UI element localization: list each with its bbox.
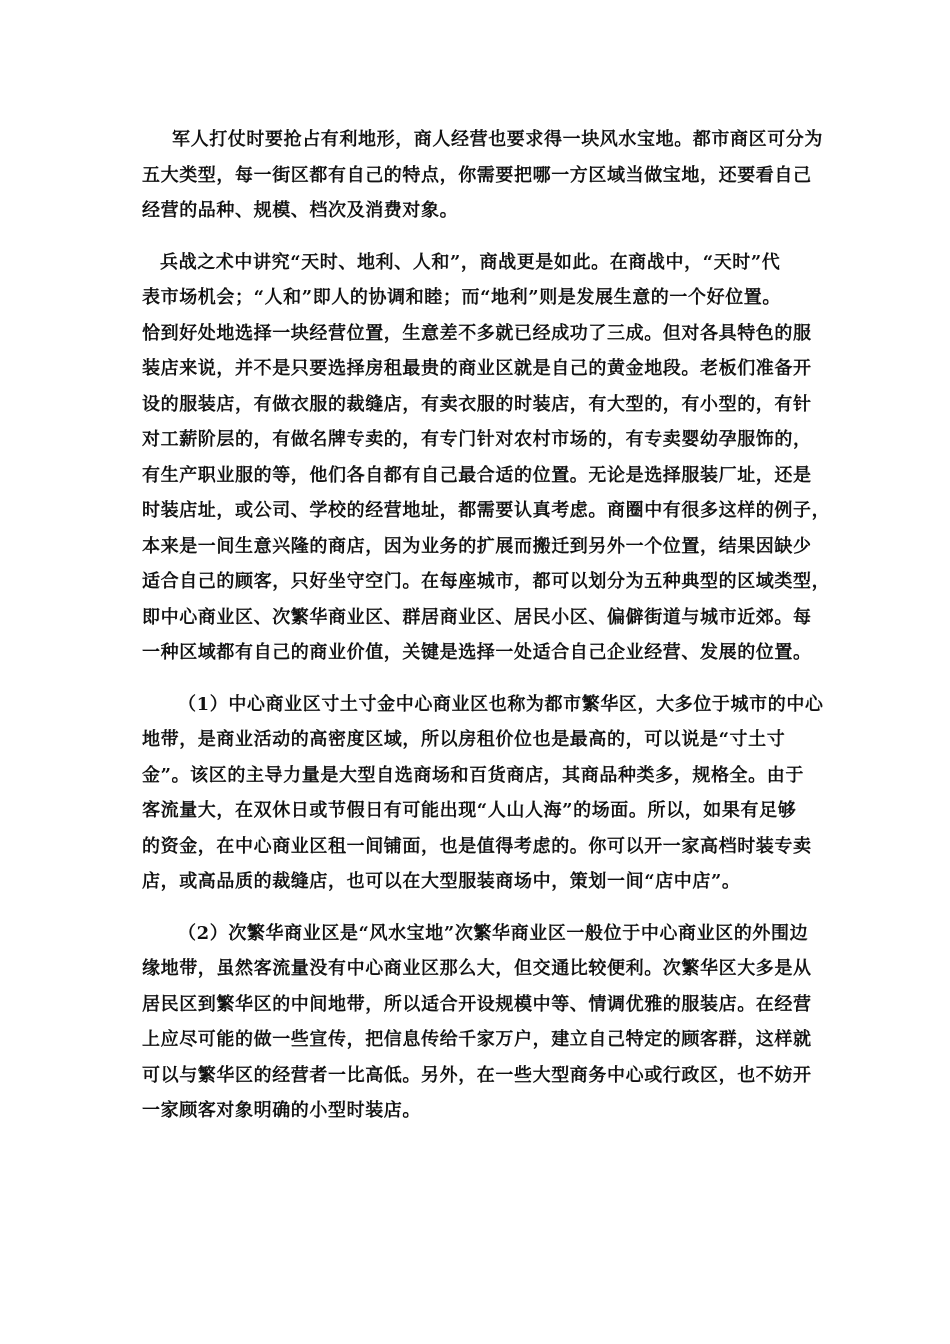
paragraph-line: 居民区到繁华区的中间地带，所以适合开设规模中等、情调优雅的服装店。在经营 [142, 993, 812, 1015]
paragraph-line: （1）中心商业区寸土寸金中心商业区也称为都市繁华区，大多位于城市的中心 [178, 693, 824, 715]
paragraph-line: 军人打仗时要抢占有利地形，商人经营也要求得一块风水宝地。都市商区可分为 [172, 129, 823, 150]
paragraph-line: 地带，是商业活动的高密度区域，所以房租价位也是最高的，可以说是“寸土寸 [142, 729, 786, 750]
paragraph-line: 五大类型，每一街区都有自己的特点，你需要把哪一方区域当做宝地，还要看自己 [142, 164, 812, 186]
paragraph-3 [142, 687, 824, 900]
paragraph-line: 可以与繁华区的经营者一比高低。另外，在一些大型商务中心或行政区，也不妨开 [142, 1064, 812, 1086]
paragraph-line: 金”。该区的主导力量是大型自选商场和百货商店，其商品种类多，规格全。由于 [142, 764, 804, 786]
paragraph-4 [142, 916, 812, 1129]
paragraph-line: 经营的品种、规模、档次及消费对象。 [142, 200, 459, 221]
paragraph-line: 店，或高品质的裁缝店，也可以在大型服装商场中，策划一间“店中店”。 [142, 871, 741, 892]
paragraph-1 [142, 122, 823, 229]
paragraph-line: 一家顾客对象明确的小型时装店。 [142, 1100, 421, 1121]
paragraph-line: （2）次繁华商业区是“风水宝地”次繁华商业区一般位于中心商业区的外围边 [178, 922, 809, 944]
paragraph-line: 本来是一间生意兴隆的商店，因为业务的扩展而搬迁到另外一个位置，结果因缺少 [142, 535, 812, 557]
paragraph-line: 缘地带，虽然客流量没有中心商业区那么大，但交通比较便利。次繁华区大多是从 [142, 958, 812, 979]
paragraph-line: 对工薪阶层的，有做名牌专卖的，有专门针对农村市场的，有专卖婴幼孕服饰的， [142, 429, 812, 450]
paragraph-line: 兵战之术中讲究“天时、地利、人和”，商战更是如此。在商战中，“天时”代 [160, 251, 781, 273]
paragraph-line: 装店来说，并不是只要选择房租最贵的商业区就是自己的黄金地段。老板们准备开 [142, 358, 812, 379]
paragraph-line: 设的服装店，有做衣服的裁缝店，有卖衣服的时装店，有大型的，有小型的，有针 [142, 393, 812, 415]
paragraph-line: 恰到好处地选择一块经营位置，生意差不多就已经成功了三成。但对各具特色的服 [142, 322, 812, 344]
paragraph-line: 的资金，在中心商业区租一间铺面，也是值得考虑的。你可以开一家高档时装专卖 [142, 835, 812, 857]
paragraph-line: 上应尽可能的做一些宣传，把信息传给千家万户，建立自己特定的顾客群，这样就 [142, 1029, 812, 1050]
paragraph-line: 一种区域都有自己的商业价值，关键是选择一处适合自己企业经营、发展的位置。 [142, 642, 812, 663]
paragraph-2 [142, 245, 831, 671]
paragraph-line: 时装店址，或公司、学校的经营地址，都需要认真考虑。商圈中有很多这样的例子， [142, 500, 831, 521]
paragraph-line: 表市场机会；“人和”即人的协调和睦；而“地利”则是发展生意的一个好位置。 [142, 287, 782, 308]
paragraph-line: 客流量大，在双休日或节假日有可能出现“人山人海”的场面。所以，如果有足够 [142, 800, 797, 821]
document-body [142, 122, 831, 1129]
paragraph-line: 适合自己的顾客，只好坐守空门。在每座城市，都可以划分为五种典型的区域类型， [142, 571, 831, 592]
paragraph-line: 即中心商业区、次繁华商业区、群居商业区、居民小区、偏僻街道与城市近郊。每 [142, 606, 812, 628]
paragraph-line: 有生产职业服的等，他们各自都有自己最合适的位置。无论是选择服装厂址，还是 [142, 464, 812, 486]
